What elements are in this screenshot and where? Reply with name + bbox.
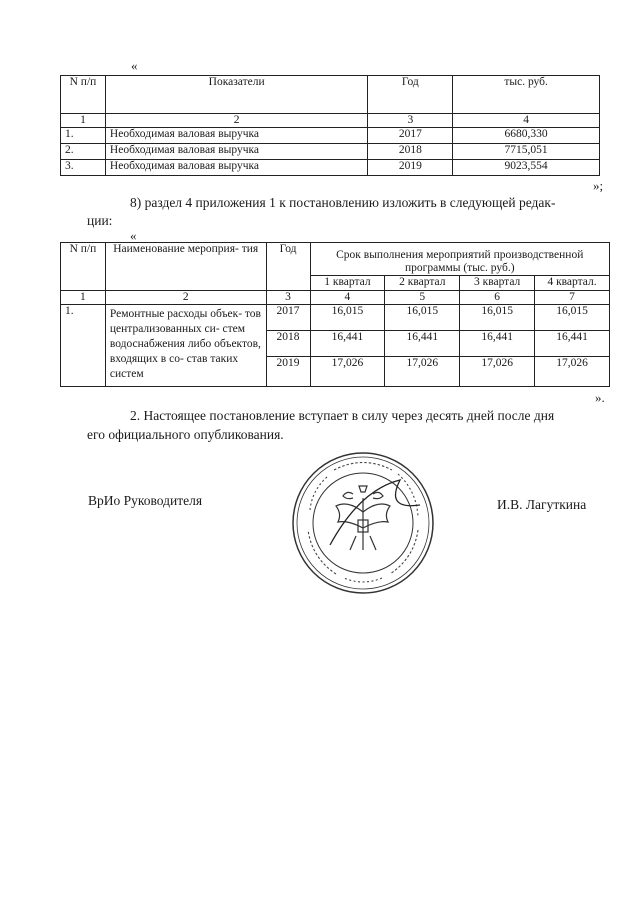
table-cell: 2 xyxy=(105,290,266,304)
table-cell: 3 xyxy=(368,114,453,128)
col-header-q1: 1 квартал xyxy=(310,276,385,290)
table-cell: 17,026 xyxy=(385,356,460,386)
para8-line2: ции: xyxy=(87,213,113,228)
table-cell: 16,015 xyxy=(385,304,460,330)
table-cell: Необходимая валовая выручка xyxy=(105,128,367,144)
table2-open-quote: « xyxy=(130,228,137,243)
measure-name-cell: Ремонтные расходы объек- тов централизованных си- стем водоснабжения либо объектов, входящих в со- став таких систем xyxy=(105,304,266,386)
col-header-year: Год xyxy=(368,76,453,114)
col-header-q2: 2 квартал xyxy=(385,276,460,290)
table-cell: 4 xyxy=(310,290,385,304)
table-header-row xyxy=(61,243,610,276)
table-cell: 7 xyxy=(535,290,610,304)
table-cell: 7715,051 xyxy=(453,144,600,160)
table-cell: 4 xyxy=(453,114,600,128)
indicators-table xyxy=(60,75,600,176)
para2-line1: 2. Настоящее постановление вступает в силу через десять дней после дня xyxy=(130,408,555,423)
col-header-name: Наименование мероприя- тия xyxy=(105,243,266,291)
table-cell: 16,441 xyxy=(310,330,385,356)
table-cell: 2019 xyxy=(368,160,453,176)
table2-close-quote: ». xyxy=(595,390,605,405)
table-cell: Необходимая валовая выручка xyxy=(105,144,367,160)
table-index-row xyxy=(61,114,600,128)
table-cell: 2019 xyxy=(266,356,310,386)
table-row xyxy=(61,128,600,144)
table-row xyxy=(61,304,610,330)
signatory-name: И.В. Лагуткина xyxy=(497,497,587,512)
signatory-position: ВрИо Руководителя xyxy=(88,493,203,508)
col-header-sum: тыс. руб. xyxy=(453,76,600,114)
table-cell: 2017 xyxy=(266,304,310,330)
table-cell: 5 xyxy=(385,290,460,304)
para8-line1: 8) раздел 4 приложения 1 к постановлению изложить в следующей редак- xyxy=(130,195,556,210)
table-cell: 1. xyxy=(61,304,106,386)
para2-line2: его официального опубликования. xyxy=(87,427,284,442)
table-cell: 16,441 xyxy=(385,330,460,356)
table-cell: Необходимая валовая выручка xyxy=(105,160,367,176)
col-header-num: N п/п xyxy=(61,243,106,291)
table-cell: 6680,330 xyxy=(453,128,600,144)
col-header-group: Срок выполнения мероприятий производственной программы (тыс. руб.) xyxy=(310,243,610,276)
table-cell: 3 xyxy=(266,290,310,304)
official-seal xyxy=(290,450,436,596)
table-cell: 2018 xyxy=(266,330,310,356)
table-cell: 9023,554 xyxy=(453,160,600,176)
table-cell: 1. xyxy=(61,128,106,144)
table1-open-quote: « xyxy=(131,58,138,73)
table-cell: 16,441 xyxy=(460,330,535,356)
col-header-q3: 3 квартал xyxy=(460,276,535,290)
table-row xyxy=(61,160,600,176)
table1-close-quote: »; xyxy=(593,178,604,193)
table-row xyxy=(61,144,600,160)
table-cell: 3. xyxy=(61,160,106,176)
table-cell: 16,015 xyxy=(310,304,385,330)
table-cell: 17,026 xyxy=(310,356,385,386)
col-header-year: Год xyxy=(266,243,310,291)
table-cell: 17,026 xyxy=(535,356,610,386)
table-cell: 1 xyxy=(61,290,106,304)
table-cell: 17,026 xyxy=(460,356,535,386)
table-header-row xyxy=(61,76,600,114)
table-cell: 16,015 xyxy=(460,304,535,330)
eagle-emblem-icon xyxy=(336,486,390,550)
table-cell: 16,441 xyxy=(535,330,610,356)
table-cell: 2 xyxy=(105,114,367,128)
table-cell: 2017 xyxy=(368,128,453,144)
table-cell: 2. xyxy=(61,144,106,160)
table-cell: 2018 xyxy=(368,144,453,160)
table-cell: 6 xyxy=(460,290,535,304)
table-cell: 16,015 xyxy=(535,304,610,330)
table-index-row xyxy=(61,290,610,304)
col-header-indicators: Показатели xyxy=(105,76,367,114)
col-header-num: N п/п xyxy=(61,76,106,114)
table-cell: 1 xyxy=(61,114,106,128)
handwritten-signature xyxy=(330,480,420,545)
program-table xyxy=(60,242,610,387)
col-header-q4: 4 квартал. xyxy=(535,276,610,290)
